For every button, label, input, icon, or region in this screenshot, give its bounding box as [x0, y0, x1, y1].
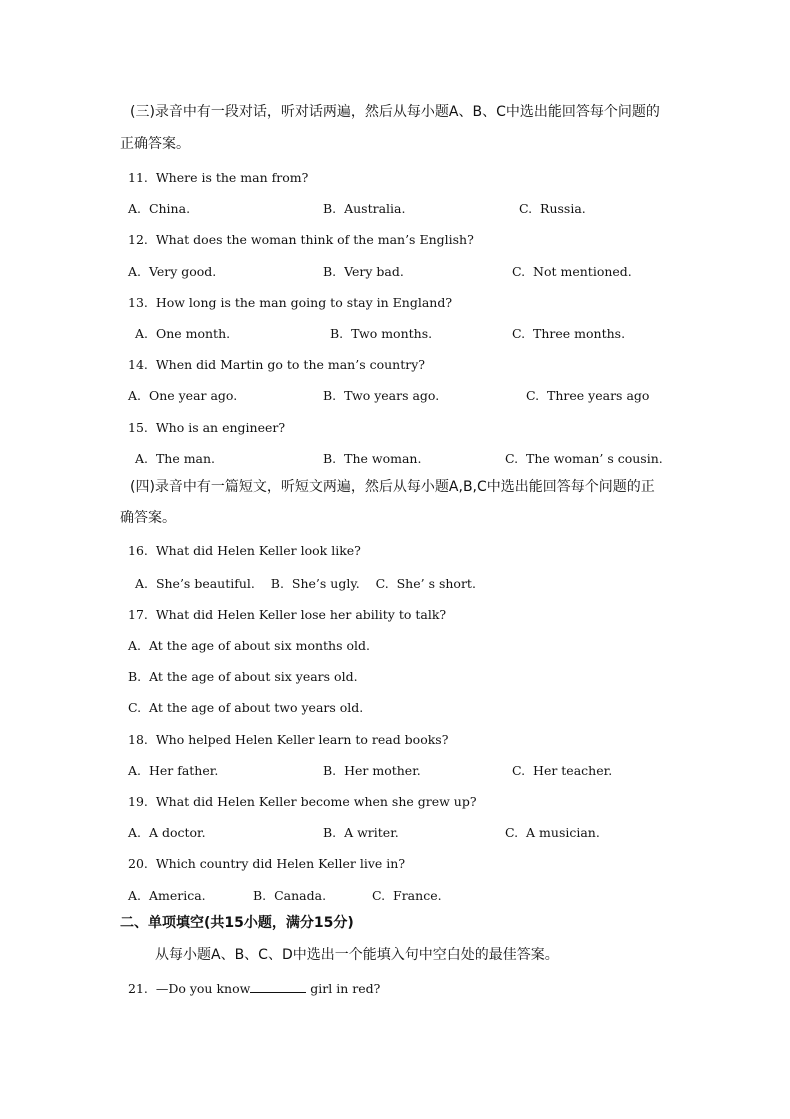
question-17-option-c: C. At the age of about two years old. [128, 700, 364, 715]
question-16-options: A. She’s beautiful. B. She’s ugly. C. She’ s short. [135, 576, 476, 591]
question-18-stem: 18. Who helped Helen Keller learn to read books? [128, 732, 449, 747]
question-21-blank [250, 980, 306, 993]
question-12-stem: 12. What does the woman think of the man’s English? [128, 232, 474, 247]
part2-instruction: 从每小题A、B、C、D中选出一个能填入句中空白处的最佳答案。 [155, 947, 559, 963]
question-14-option-b: B. Two years ago. [323, 388, 440, 403]
question-21 [128, 980, 380, 997]
question-13-option-c: C. Three months. [512, 326, 626, 341]
question-13-option-a: A. One month. [135, 326, 231, 341]
question-14-option-a: A. One year ago. [128, 388, 238, 403]
question-11-stem: 11. Where is the man from? [128, 170, 309, 185]
part2-heading: 二、单项填空(共15小题，满分15分) [120, 915, 354, 931]
question-17-stem: 17. What did Helen Keller lose her ability to talk? [128, 607, 447, 622]
question-11-option-b: B. Australia. [323, 201, 406, 216]
question-20-option-c: C. France. [372, 888, 442, 903]
question-20-stem: 20. Which country did Helen Keller live in? [128, 856, 406, 871]
section4-heading-line2: 确答案。 [120, 510, 176, 526]
question-15-stem: 15. Who is an engineer? [128, 420, 286, 435]
question-19-option-c: C. A musician. [505, 825, 600, 840]
question-17-option-a: A. At the age of about six months old. [128, 638, 370, 653]
question-21-suffix: girl in red? [306, 981, 381, 996]
section3-heading-line2: 正确答案。 [120, 136, 190, 152]
section4-heading-line1: (四)录音中有一篇短文，听短文两遍，然后从每小题A,B,C中选出能回答每个问题的正 [130, 479, 655, 495]
question-19-option-a: A. A doctor. [128, 825, 206, 840]
question-16-stem: 16. What did Helen Keller look like? [128, 543, 361, 558]
question-13-stem: 13. How long is the man going to stay in England? [128, 295, 453, 310]
question-21-prefix: 21. —Do you know [128, 981, 251, 996]
question-19-option-b: B. A writer. [323, 825, 399, 840]
question-17-option-b: B. At the age of about six years old. [128, 669, 358, 684]
question-13-option-b: B. Two months. [330, 326, 433, 341]
question-14-stem: 14. When did Martin go to the man’s country? [128, 357, 425, 372]
section3-heading-line1: (三)录音中有一段对话，听对话两遍，然后从每小题A、B、C中选出能回答每个问题的 [130, 104, 660, 120]
question-15-option-c: C. The woman’ s cousin. [505, 451, 663, 466]
question-11-option-a: A. China. [128, 201, 191, 216]
question-12-option-a: A. Very good. [128, 264, 217, 279]
question-15-option-b: B. The woman. [323, 451, 422, 466]
question-20-option-b: B. Canada. [253, 888, 327, 903]
question-18-option-a: A. Her father. [128, 763, 219, 778]
question-15-option-a: A. The man. [135, 451, 216, 466]
question-12-option-b: B. Very bad. [323, 264, 404, 279]
question-20-option-a: A. America. [128, 888, 206, 903]
question-12-option-c: C. Not mentioned. [512, 264, 632, 279]
question-19-stem: 19. What did Helen Keller become when she grew up? [128, 794, 477, 809]
question-18-option-b: B. Her mother. [323, 763, 421, 778]
question-18-option-c: C. Her teacher. [512, 763, 613, 778]
question-14-option-c: C. Three years ago [526, 388, 650, 403]
question-11-option-c: C. Russia. [519, 201, 586, 216]
